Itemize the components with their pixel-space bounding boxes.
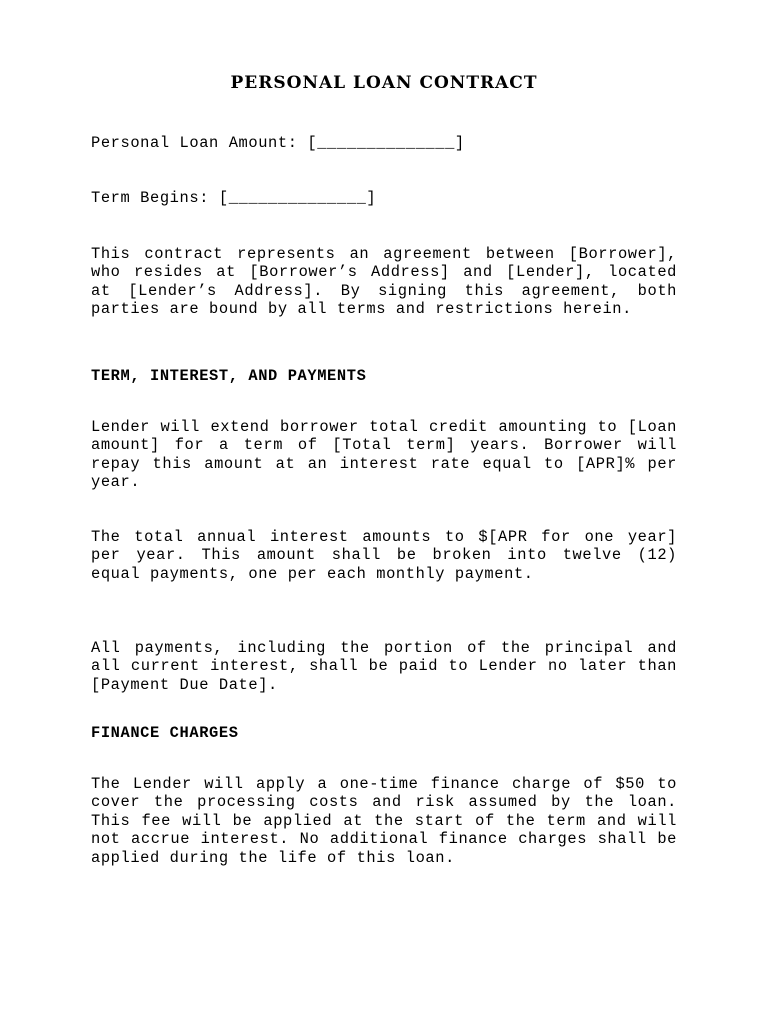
section-heading-finance: FINANCE CHARGES xyxy=(91,724,239,742)
finance-paragraph: The Lender will apply a one-time finance charge of $50 to cover the processing costs and risk assumed by the loan. This fee will be applied at the start of the term and will not accrue interest. No additional finance charges shall be applied during the life of this loan. xyxy=(91,775,677,867)
term-paragraph-2: The total annual interest amounts to $[APR for one year] per year. This amount shall be broken into twelve (12) equal payments, one per each monthly payment. xyxy=(91,528,677,583)
term-paragraph-1: Lender will extend borrower total credit amounting to [Loan amount] for a term of [Total term] years. Borrower will repay this amount at an interest rate equal to [APR]% per year. xyxy=(91,418,677,492)
loan-amount-field: Personal Loan Amount: [______________] xyxy=(91,134,465,152)
term-paragraph-3: All payments, including the portion of the principal and all current interest, shall be paid to Lender no later than [Payment Due Date]. xyxy=(91,639,677,694)
intro-paragraph: This contract represents an agreement between [Borrower], who resides at [Borrower’s Address] and [Lender], located at [Lender’s Address]. By signing this agreement, both parties are bound by all terms and restrictions herein. xyxy=(91,245,677,319)
term-begins-field: Term Begins: [______________] xyxy=(91,189,377,207)
section-heading-term: TERM, INTEREST, AND PAYMENTS xyxy=(91,367,367,385)
document-title: PERSONAL LOAN CONTRACT xyxy=(230,73,538,93)
